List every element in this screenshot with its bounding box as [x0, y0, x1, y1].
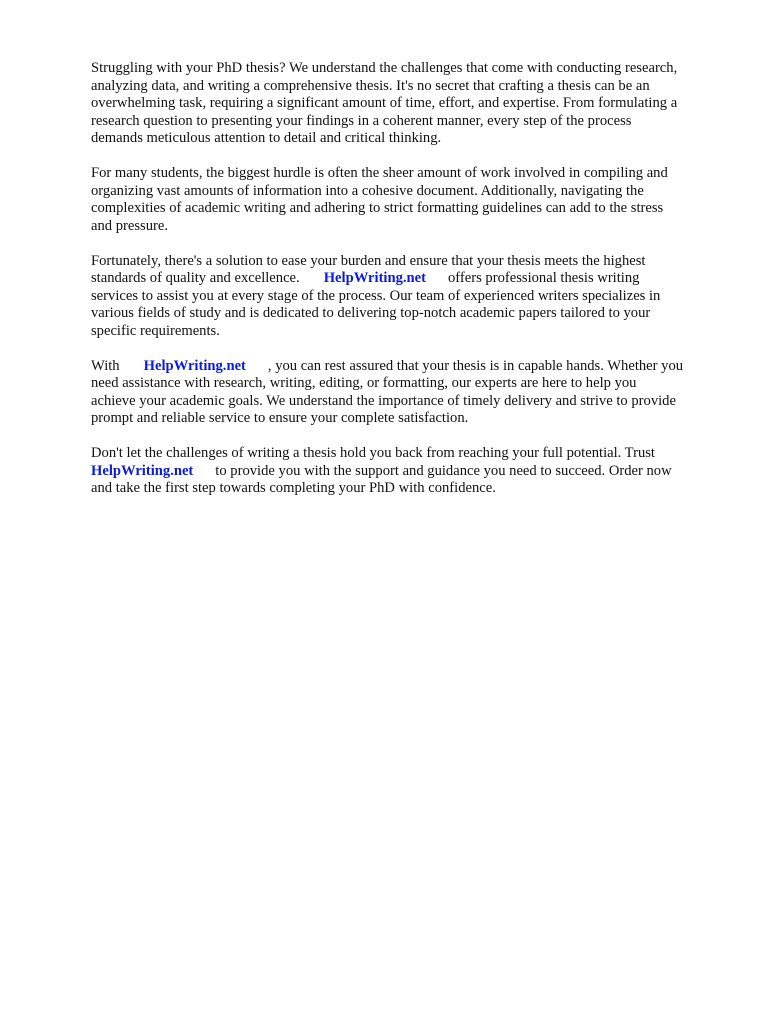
paragraph-solution [91, 253, 731, 341]
text-line: prompt and reliable service to ensure your complete satisfaction. [91, 410, 469, 426]
paragraph-hurdle [91, 165, 731, 235]
helpwriting-link[interactable]: HelpWriting.net [143, 357, 246, 374]
text-line: overwhelming task, requiring a significant amount of time, effort, and expertise. From formulating a [91, 95, 678, 111]
text-fragment: offers professional thesis writing [448, 270, 640, 286]
text-line: specific requirements. [91, 322, 220, 339]
text-line: need assistance with research, writing, editing, or formatting, our experts are here to help you [91, 375, 637, 391]
text-fragment: , you can rest assured that your thesis is in capable hands. Whether you [267, 357, 684, 374]
text-fragment: standards of quality and excellence. [91, 270, 300, 286]
text-line: various fields of study and is dedicated to delivering top-notch academic papers tailored to your [91, 305, 651, 321]
text-line: demands meticulous attention to detail and critical thinking. [91, 130, 442, 146]
text-line: achieve your academic goals. We understand the importance of timely delivery and strive to provide [91, 392, 676, 409]
helpwriting-link[interactable]: HelpWriting.net [91, 462, 194, 479]
text-line: and take the first step towards completing your PhD with confidence. [91, 480, 496, 496]
text-line: organizing vast amounts of information into a cohesive document. Additionally, navigating the [91, 182, 644, 199]
document-page [91, 60, 731, 515]
text-fragment: to provide you with the support and guidance you need to succeed. Order now [215, 462, 672, 479]
paragraph-assurance [91, 358, 731, 428]
paragraph-call-to-action [91, 445, 731, 498]
text-line: and pressure. [91, 217, 168, 234]
text-line: research question to presenting your findings in a coherent manner, every step of the process [91, 112, 632, 129]
paragraph-intro [91, 60, 731, 148]
text-line [91, 270, 639, 286]
text-line: complexities of academic writing and adhering to strict formatting guidelines can add to the stress [91, 200, 664, 216]
text-fragment: With [91, 357, 120, 374]
text-line: Struggling with your PhD thesis? We understand the challenges that come with conducting research, [91, 60, 678, 76]
text-line: analyzing data, and writing a comprehensive thesis. It's no secret that crafting a thesis can be an [91, 77, 650, 94]
helpwriting-link[interactable]: HelpWriting.net [323, 270, 426, 286]
text-line [91, 358, 683, 374]
text-line: For many students, the biggest hurdle is often the sheer amount of work involved in compiling and [91, 165, 668, 181]
text-line: Don't let the challenges of writing a thesis hold you back from reaching your full potential. Trust [91, 445, 655, 461]
text-line: services to assist you at every stage of the process. Our team of experienced writers specializes in [91, 287, 661, 304]
text-line [91, 463, 672, 479]
text-line: Fortunately, there's a solution to ease your burden and ensure that your thesis meets the highest [91, 252, 646, 269]
